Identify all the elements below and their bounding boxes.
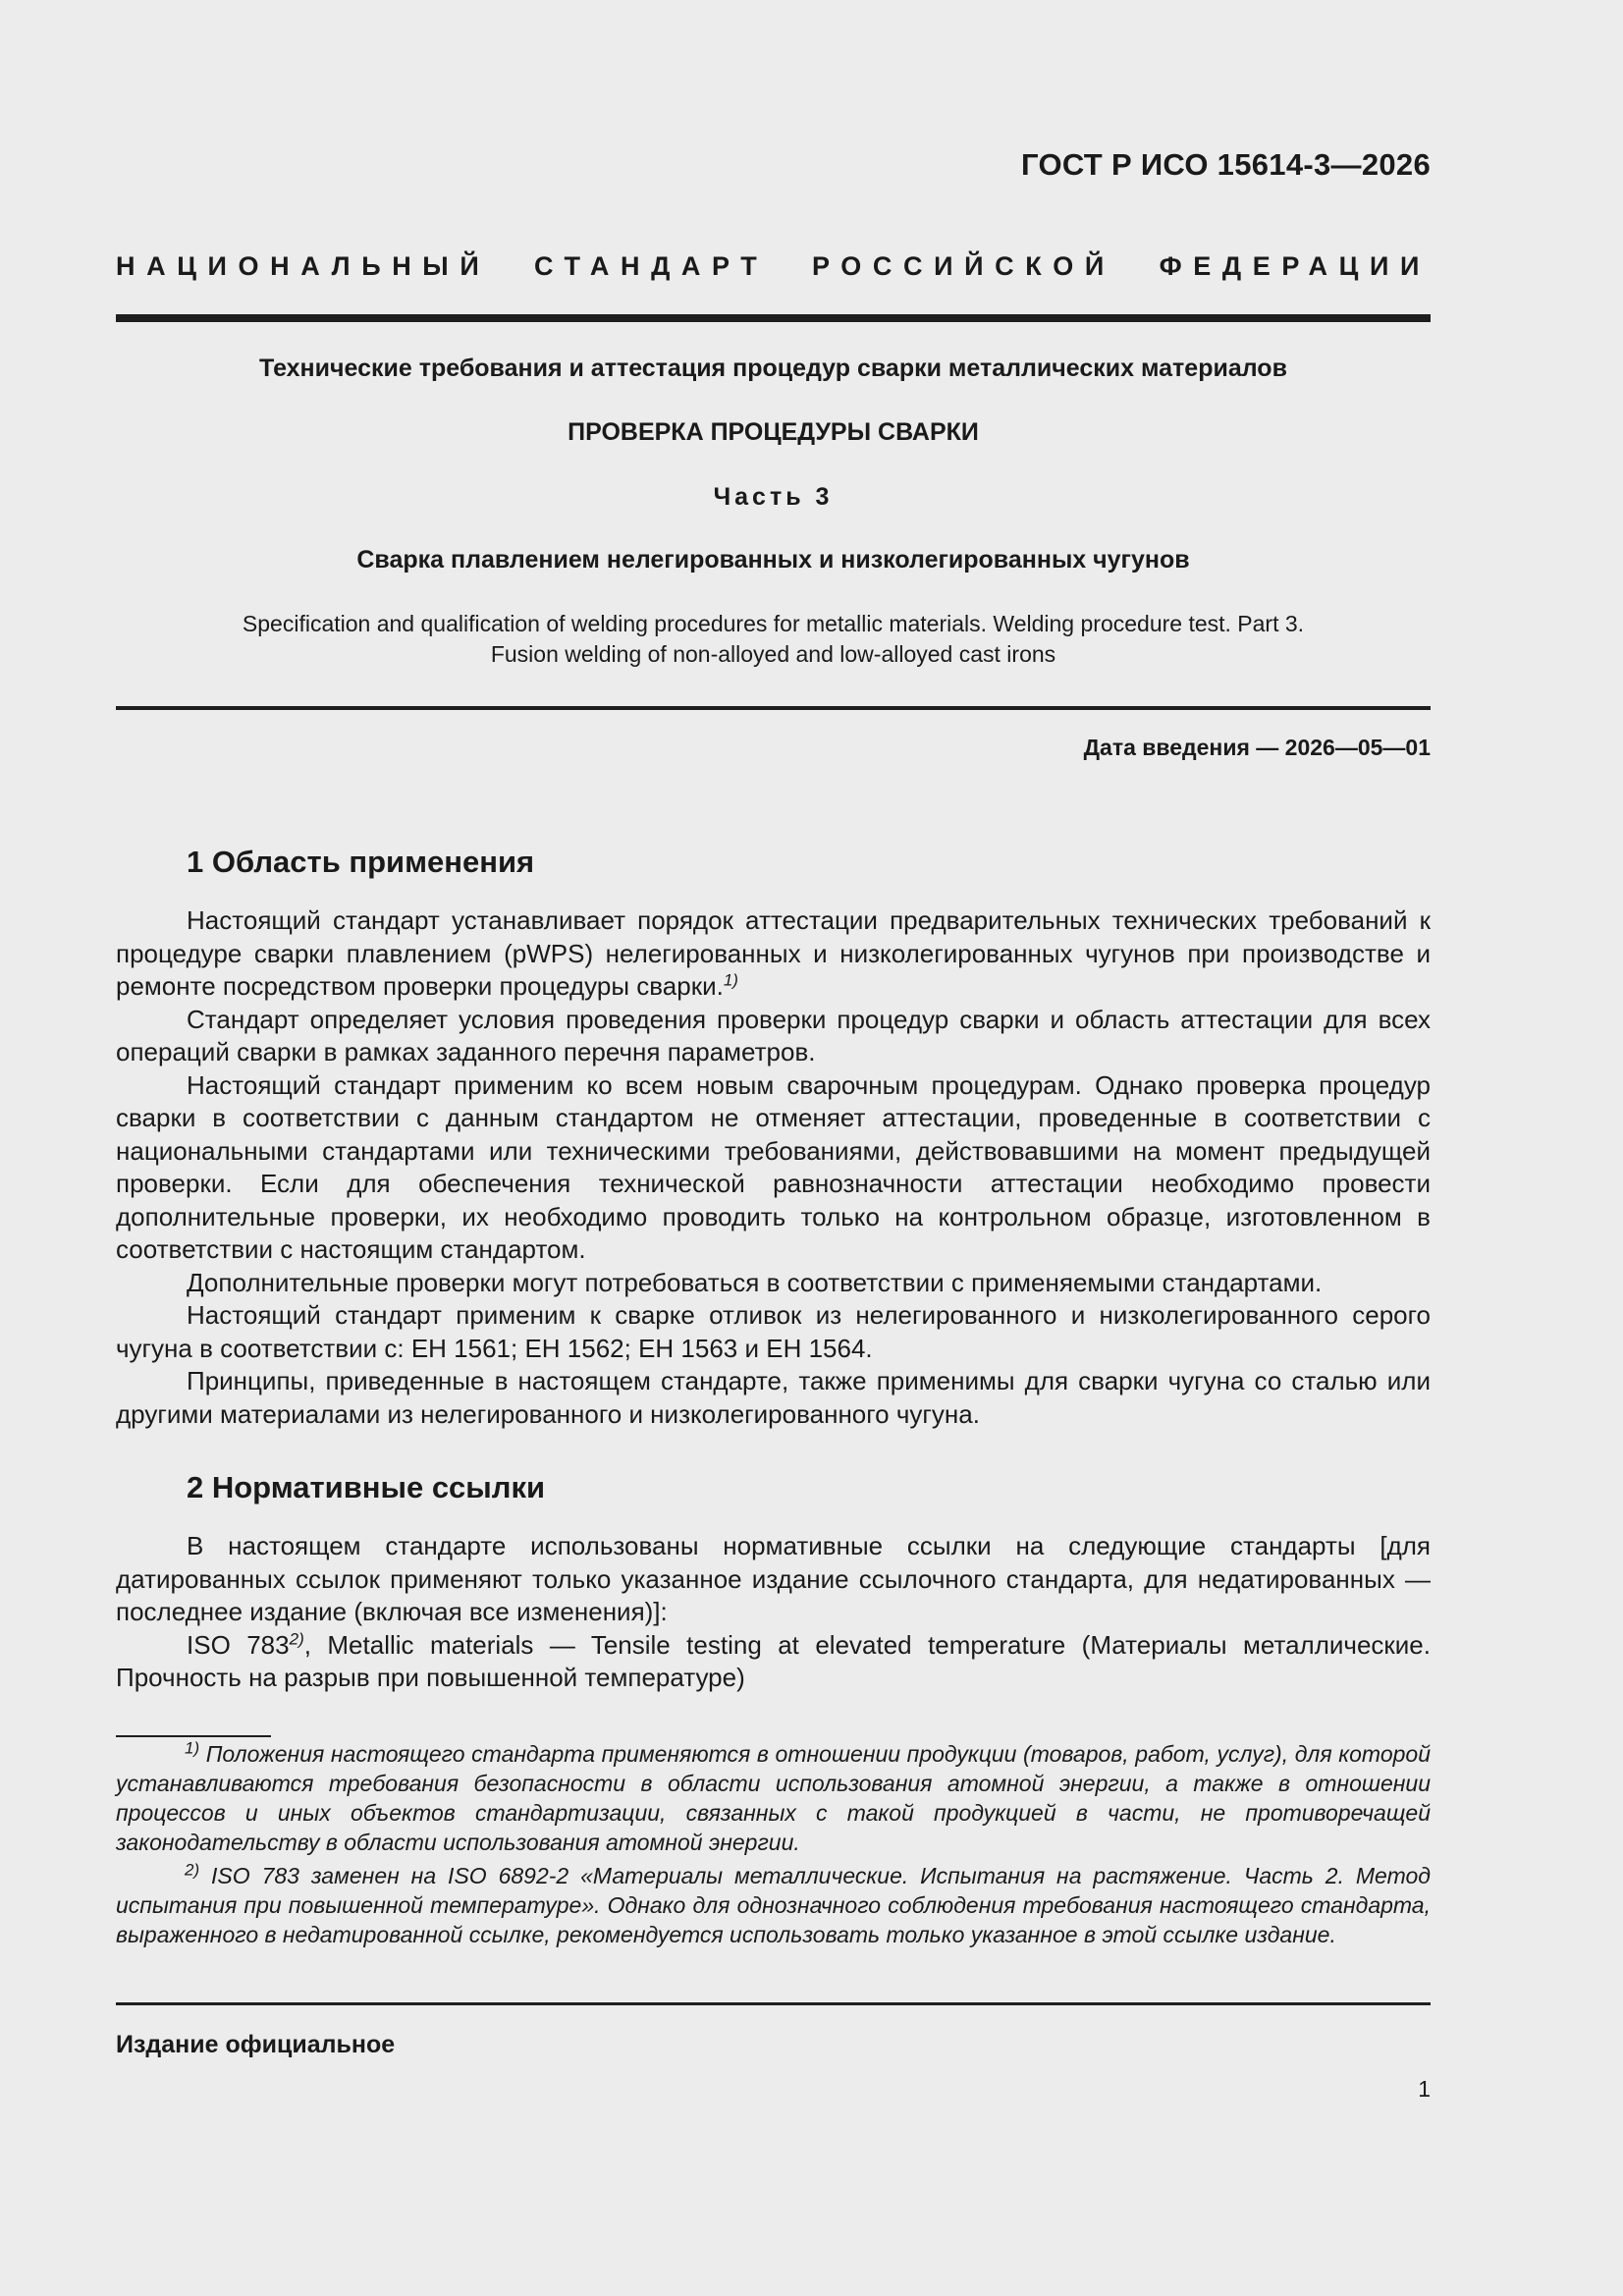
header-rule — [116, 314, 1431, 322]
footnotes — [116, 1739, 1431, 1953]
footnote-ref-2: 2) — [289, 1628, 304, 1648]
section-2-heading: 2 Нормативные ссылки — [187, 1470, 546, 1504]
title-english-line2: Fusion welding of non-alloyed and low-alloyed cast irons — [490, 641, 1056, 667]
title-part: Часть 3 — [713, 483, 834, 511]
section-2-reference: ISO 783$^{2)}$, Metallic materials — Tensile testing at elevated temperature (Материалы металлические. Прочность на разрыв при повышенной температуре) — [116, 1628, 1431, 1692]
title-upper: ПРОВЕРКА ПРОЦЕДУРЫ СВАРКИ — [568, 418, 979, 446]
section-1-paragraph-6: Принципы, приведенные в настоящем стандарте, также применимы для сварки чугуна со сталью или другими материалами из нелегированного и низколегированного чугуна. — [116, 1366, 1431, 1429]
introduction-date: Дата введения — 2026—05—01 — [1083, 735, 1431, 760]
official-edition-label: Издание официальное — [116, 2031, 396, 2058]
title-english-line1: Specification and qualification of welding procedures for metallic materials. Welding procedure test. Part 3. — [242, 611, 1305, 636]
title-rule — [116, 706, 1431, 710]
section-1-paragraph-2: Стандарт определяет условия проведения проверки процедур сварки и область аттестации для всех операций сварки в рамках заданного перечня параметров. — [116, 1004, 1431, 1066]
title-subtitle: Сварка плавлением нелегированных и низколегированных чугунов — [356, 546, 1190, 574]
title-main: Технические требования и аттестация процедур сварки металлических материалов — [259, 355, 1287, 382]
section-1-paragraph-1: Настоящий стандарт устанавливает порядок аттестации предварительных технических требований к процедуре сварки плавлением (pWPS) нелегированных и низколегированных чугунов при производстве и ремонте посредством проверки процедуры сварки.$^{1)}$ — [116, 905, 1431, 1001]
section-2-paragraph-1: В настоящем стандарте использованы нормативные ссылки на следующие стандарты [для датированных ссылок применяют только указанное издание ссылочного стандарта, для недатированных — последнее издание (включая все изменения)]: — [116, 1531, 1431, 1626]
section-1-paragraph-4: Дополнительные проверки могут потребоваться в соответствии с применяемыми стандартами. — [187, 1267, 1323, 1297]
footnote-2: $^{2)}$ ISO 783 заменен на ISO 6892-2 «Материалы металлические. Испытания на растяжение. Часть 2. Метод испытания при повышенной температуре». Однако для однозначного соблюдения требования настоящего стандарта, выраженного в недатированной ссылке, рекомендуется использовать только указанное в этой ссылке издание. — [116, 1860, 1431, 1947]
national-standard-banner: НАЦИОНАЛЬНЫЙ СТАНДАРТ РОССИЙСКОЙ ФЕДЕРАЦИИ — [116, 251, 1431, 281]
footnote-ref-1: 1) — [723, 970, 738, 990]
footnote-1: $^{1)}$ Положения настоящего стандарта применяются в отношении продукции (товаров, работ, услуг), для которой устанавливаются требования безопасности в области использования атомной энергии, а также в отношении процессов и иных объектов стандартизации, связанных с такой продукцией в части, не противоречащей законодательству в области использования атомной энергии. — [116, 1738, 1431, 1855]
section-1-paragraph-5: Настоящий стандарт применим к сварке отливок из нелегированного и низколегированного серого чугуна в соответствии с: ЕН 1561; ЕН 1562; ЕН 1563 и ЕН 1564. — [116, 1300, 1431, 1363]
section-1-paragraph-3: Настоящий стандарт применим ко всем новым сварочным процедурам. Однако проверка процедур сварки в соответствии с данным стандартом не отменяет аттестации, проведенные в соответствии с национальными стандартами или техническими требованиями, действовавшими на момент предыдущей проверки. Если для обеспечения технической равнозначности аттестации необходимо провести дополнительные проверки, их необходимо проводить только на контрольном образце, изготовленном в соответствии с настоящим стандартом. — [116, 1069, 1431, 1264]
page-number: 1 — [1418, 2076, 1431, 2102]
section-1-body — [116, 904, 1431, 1431]
section-1-heading: 1 Область применения — [187, 845, 535, 879]
footer-rule — [116, 2002, 1431, 2005]
footnote-separator — [116, 1735, 271, 1737]
document-code: ГОСТ Р ИСО 15614-3—2026 — [1021, 147, 1431, 182]
title-english — [116, 609, 1431, 670]
section-2-body — [116, 1530, 1431, 1695]
